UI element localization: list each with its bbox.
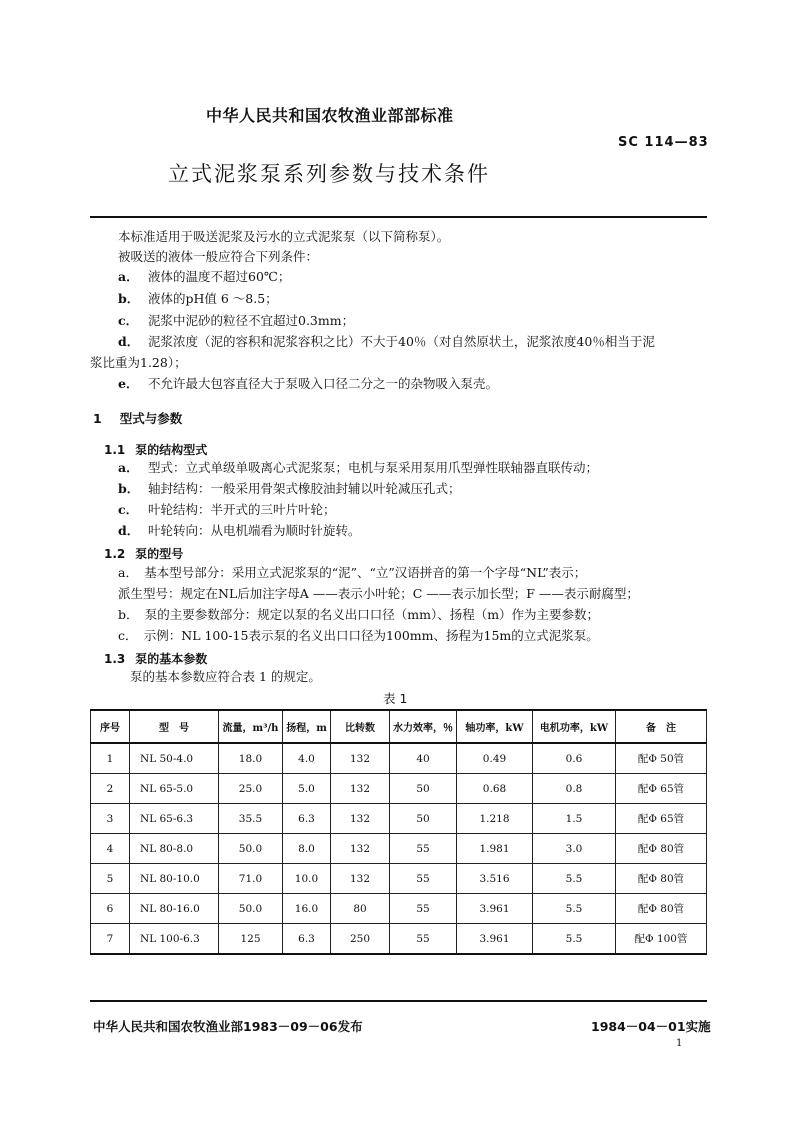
cell-motor-power: 0.8 xyxy=(533,774,616,804)
cell-motor-power: 1.5 xyxy=(533,804,616,834)
section-number: 1 xyxy=(93,411,102,426)
section-title: 泵的结构型式 xyxy=(135,443,208,457)
cell-index: 6 xyxy=(91,894,130,924)
item-text: 叶轮转向：从电机端看为顺时针旋转。 xyxy=(148,523,361,538)
structure-item xyxy=(118,461,598,475)
cell-index: 3 xyxy=(91,804,130,834)
cell-head: 16.0 xyxy=(283,894,331,924)
structure-item xyxy=(118,524,361,538)
cell-efficiency: 55 xyxy=(390,924,457,955)
basic-params-note: 泵的基本参数应符合表 1 的规定。 xyxy=(130,669,321,684)
cell-shaft-power: 1.218 xyxy=(457,804,533,834)
cell-index: 2 xyxy=(91,774,130,804)
scope-statement: 本标准适用于吸送泥浆及污水的立式泥浆泵（以下简称泵）。 xyxy=(118,229,450,244)
cell-index: 1 xyxy=(91,743,130,774)
item-text: 型式：立式单级单吸离心式泥浆泵；电机与泵采用泵用爪型弹性联轴器直联传动； xyxy=(148,460,599,475)
section-number: 1.2 xyxy=(104,547,126,561)
structure-item xyxy=(118,503,336,517)
header-efficiency: 水力效率，％ xyxy=(390,710,457,743)
condition-text: 浆比重为1.28）； xyxy=(90,355,187,370)
condition-text: 泥浆浓度（泥的容积和泥浆容积之比）不大于40％（对自然原状土，泥浆浓度40％相当于泥 xyxy=(148,334,655,349)
cell-motor-power: 5.5 xyxy=(533,924,616,955)
condition-item xyxy=(118,335,655,349)
cell-flow: 125 xyxy=(219,924,283,955)
section-title: 型式与参数 xyxy=(119,411,183,426)
cell-remarks: 配Φ 100管 xyxy=(616,924,707,955)
cell-model: NL 65-5.0 xyxy=(130,774,219,804)
condition-text: 液体的pH值 6 ～8.5； xyxy=(148,291,278,306)
header-flow: 流量，m³/h xyxy=(219,710,283,743)
cell-flow: 50.0 xyxy=(219,834,283,864)
item-mark: d． xyxy=(118,523,140,538)
cell-flow: 18.0 xyxy=(219,743,283,774)
cell-head: 5.0 xyxy=(283,774,331,804)
cell-index: 4 xyxy=(91,834,130,864)
cell-specific-speed: 132 xyxy=(331,834,390,864)
cell-motor-power: 3.0 xyxy=(533,834,616,864)
cell-efficiency: 40 xyxy=(390,743,457,774)
condition-mark: c． xyxy=(118,313,139,328)
section-title: 泵的型号 xyxy=(135,547,184,561)
page-number: 1 xyxy=(676,1038,683,1049)
cell-flow: 25.0 xyxy=(219,774,283,804)
condition-mark: b． xyxy=(118,291,140,306)
cell-efficiency: 55 xyxy=(390,864,457,894)
issuing-organization: 中华人民共和国农牧渔业部部标准 xyxy=(206,106,454,125)
cell-head: 8.0 xyxy=(283,834,331,864)
condition-mark: a． xyxy=(118,269,139,284)
cell-remarks: 配Φ 65管 xyxy=(616,804,707,834)
publication-info: 中华人民共和国农牧渔业部1983－09－06发布 xyxy=(93,1019,363,1034)
header-remarks: 备 注 xyxy=(616,710,707,743)
header-index: 序号 xyxy=(91,710,130,743)
cell-shaft-power: 0.49 xyxy=(457,743,533,774)
cell-remarks: 配Φ 80管 xyxy=(616,864,707,894)
section-number: 1.1 xyxy=(104,443,126,457)
cell-efficiency: 55 xyxy=(390,834,457,864)
model-basic-line: a． 基本型号部分：采用立式泥浆泵的“泥”、“立”汉语拼音的第一个字母“NL”表示； xyxy=(118,565,587,580)
cell-model: NL 50-4.0 xyxy=(130,743,219,774)
cell-efficiency: 50 xyxy=(390,774,457,804)
section-title: 泵的基本参数 xyxy=(135,652,208,666)
cell-remarks: 配Φ 65管 xyxy=(616,774,707,804)
cell-remarks: 配Φ 80管 xyxy=(616,834,707,864)
section-1-2-heading xyxy=(104,545,183,562)
table-row xyxy=(91,774,707,804)
cell-index: 5 xyxy=(91,864,130,894)
document-title: 立式泥浆泵系列参数与技术条件 xyxy=(168,162,490,186)
table-header-row xyxy=(91,710,707,743)
bottom-rule xyxy=(90,1000,707,1002)
cell-shaft-power: 3.516 xyxy=(457,864,533,894)
cell-flow: 35.5 xyxy=(219,804,283,834)
section-number: 1.3 xyxy=(104,652,126,666)
table-row xyxy=(91,894,707,924)
cell-specific-speed: 132 xyxy=(331,864,390,894)
conditions-lead: 被吸送的液体一般应符合下列条件： xyxy=(118,249,319,264)
condition-item xyxy=(118,377,498,391)
header-motor-power: 电机功率，kW xyxy=(533,710,616,743)
header-specific-speed: 比转数 xyxy=(331,710,390,743)
condition-mark: d． xyxy=(118,334,140,349)
section-1-3-heading xyxy=(104,650,207,667)
top-rule xyxy=(90,216,707,218)
table-row xyxy=(91,804,707,834)
section-1-1-heading xyxy=(104,441,207,458)
cell-model: NL 65-6.3 xyxy=(130,804,219,834)
cell-flow: 50.0 xyxy=(219,894,283,924)
model-derived-line: 派生型号：规定在NL后加注字母A ——表示小叶轮；C ——表示加长型；F ——表示耐腐型； xyxy=(118,586,639,601)
section-1-heading xyxy=(93,409,182,427)
cell-model: NL 80-10.0 xyxy=(130,864,219,894)
cell-head: 6.3 xyxy=(283,924,331,955)
cell-model: NL 100-6.3 xyxy=(130,924,219,955)
cell-specific-speed: 80 xyxy=(331,894,390,924)
cell-shaft-power: 0.68 xyxy=(457,774,533,804)
standard-code: SC 114—83 xyxy=(618,135,709,150)
item-mark: b． xyxy=(118,481,140,496)
item-mark: c． xyxy=(118,502,139,517)
cell-head: 6.3 xyxy=(283,804,331,834)
cell-remarks: 配Φ 50管 xyxy=(616,743,707,774)
item-mark: a． xyxy=(118,460,139,475)
cell-flow: 71.0 xyxy=(219,864,283,894)
cell-head: 10.0 xyxy=(283,864,331,894)
cell-specific-speed: 132 xyxy=(331,774,390,804)
cell-efficiency: 55 xyxy=(390,894,457,924)
structure-item xyxy=(118,482,461,496)
model-example-line: c． 示例：NL 100-15表示泵的名义出口口径为100mm、扬程为15m的立式泥浆泵。 xyxy=(118,628,599,643)
header-shaft-power: 轴功率，kW xyxy=(457,710,533,743)
table-row xyxy=(91,743,707,774)
cell-shaft-power: 3.961 xyxy=(457,924,533,955)
header-model: 型 号 xyxy=(130,710,219,743)
cell-specific-speed: 250 xyxy=(331,924,390,955)
cell-model: NL 80-8.0 xyxy=(130,834,219,864)
cell-remarks: 配Φ 80管 xyxy=(616,894,707,924)
condition-mark: e． xyxy=(118,376,139,391)
condition-text: 泥浆中泥砂的粒径不宜超过0.3mm； xyxy=(148,313,355,328)
condition-item xyxy=(118,292,278,306)
condition-text: 不允许最大包容直径大于泵吸入口径二分之一的杂物吸入泵壳。 xyxy=(148,376,499,391)
cell-specific-speed: 132 xyxy=(331,743,390,774)
cell-shaft-power: 1.981 xyxy=(457,834,533,864)
cell-index: 7 xyxy=(91,924,130,955)
parameter-table xyxy=(90,709,707,955)
condition-item xyxy=(118,270,290,284)
condition-continuation xyxy=(90,356,187,370)
cell-shaft-power: 3.961 xyxy=(457,894,533,924)
condition-text: 液体的温度不超过60℃； xyxy=(148,269,291,284)
table-caption: 表 1 xyxy=(383,691,408,706)
cell-motor-power: 0.6 xyxy=(533,743,616,774)
cell-motor-power: 5.5 xyxy=(533,864,616,894)
table-row xyxy=(91,834,707,864)
header-head: 扬程，m xyxy=(283,710,331,743)
item-text: 叶轮结构：半开式的三叶片叶轮； xyxy=(148,502,336,517)
cell-specific-speed: 132 xyxy=(331,804,390,834)
cell-efficiency: 50 xyxy=(390,804,457,834)
item-text: 轴封结构：一般采用骨架式橡胶油封辅以叶轮减压孔式； xyxy=(148,481,461,496)
condition-item xyxy=(118,314,354,328)
cell-model: NL 80-16.0 xyxy=(130,894,219,924)
model-params-line: b． 泵的主要参数部分：规定以泵的名义出口口径（mm）、扬程（m）作为主要参数； xyxy=(118,607,600,622)
cell-head: 4.0 xyxy=(283,743,331,774)
implementation-date: 1984－04－01实施 xyxy=(591,1019,711,1034)
table-row xyxy=(91,924,707,955)
cell-motor-power: 5.5 xyxy=(533,894,616,924)
table-row xyxy=(91,864,707,894)
